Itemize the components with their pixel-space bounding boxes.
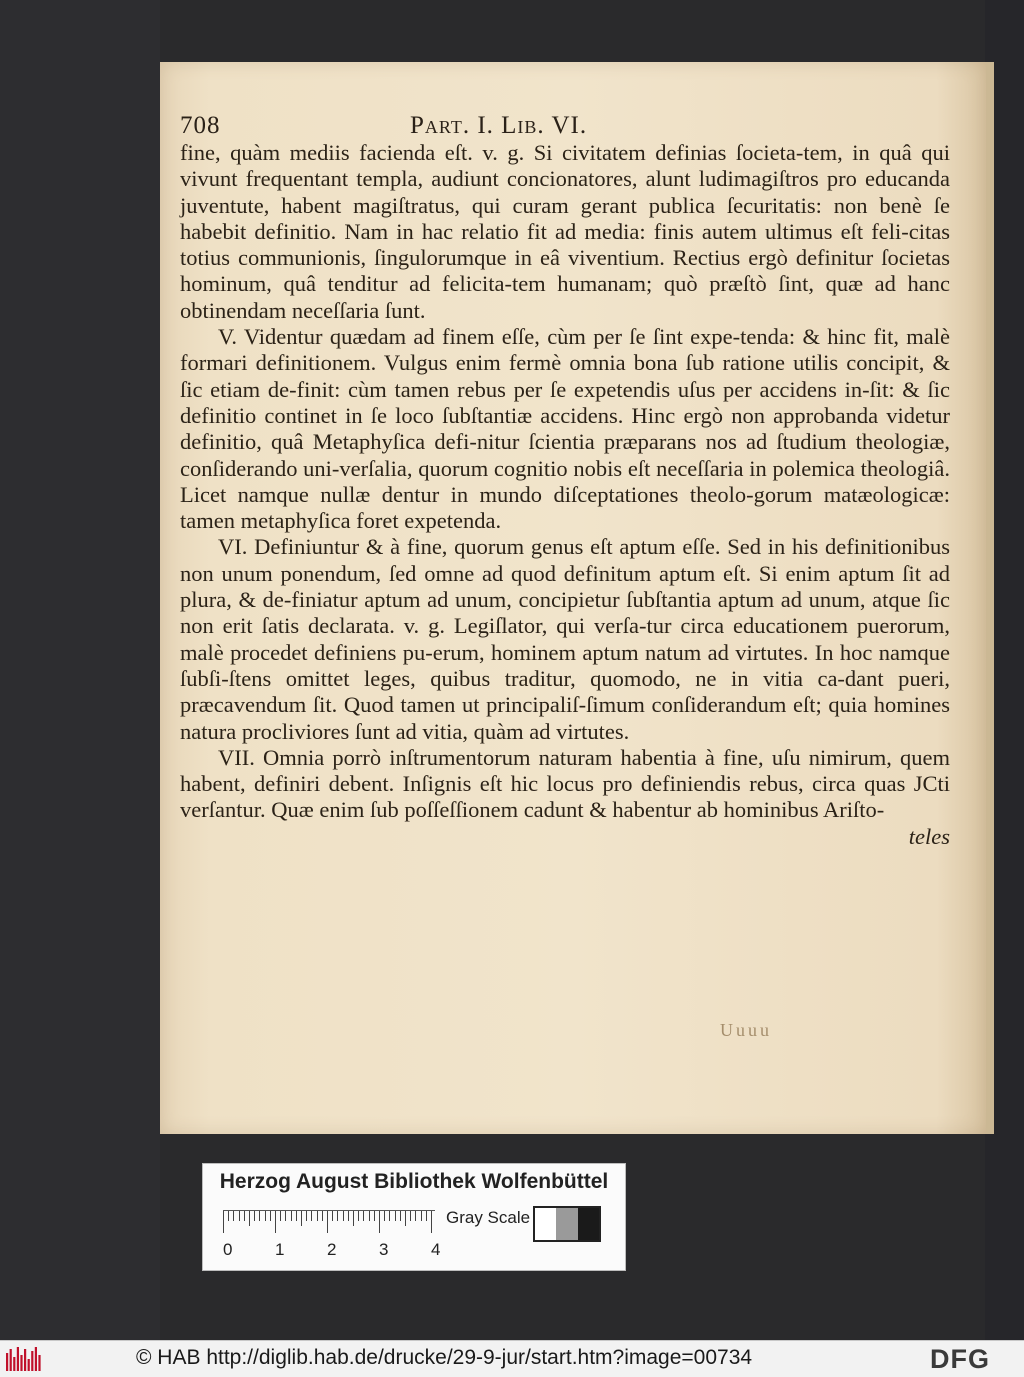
- ruler-number: 2: [327, 1240, 337, 1259]
- ruler-tick: [291, 1211, 292, 1221]
- ruler-tick: [426, 1211, 427, 1221]
- ruler-scale: [223, 1210, 435, 1233]
- ruler-tick: [400, 1211, 401, 1221]
- gray-scale-patches: [533, 1206, 601, 1242]
- logo-bar: [17, 1347, 19, 1371]
- page-body: [180, 140, 950, 850]
- logo-bar: [38, 1355, 40, 1371]
- ruler-tick: [410, 1211, 411, 1221]
- ruler-tick: [270, 1211, 271, 1221]
- dfg-logo: DFG: [930, 1344, 990, 1374]
- library-label-card: [202, 1163, 626, 1271]
- ruler-tick: [369, 1211, 370, 1221]
- gray-scale-label: Gray Scale: [446, 1208, 531, 1227]
- ruler-tick: [301, 1211, 302, 1226]
- signature-mark: Uuuu: [720, 1020, 772, 1040]
- ruler-tick: [322, 1211, 323, 1221]
- ruler-tick: [348, 1211, 349, 1221]
- ruler-tick: [374, 1211, 375, 1221]
- ruler-tick: [311, 1211, 312, 1221]
- ruler-tick: [363, 1211, 364, 1221]
- ruler-tick: [249, 1211, 250, 1226]
- ruler-number: 0: [223, 1240, 233, 1259]
- ruler-tick: [317, 1211, 318, 1221]
- catchword: teles: [908, 823, 950, 849]
- ruler-tick: [285, 1211, 286, 1221]
- ruler-tick: [223, 1211, 224, 1233]
- ruler-tick: [296, 1211, 297, 1221]
- copyright-link[interactable]: © HAB http://diglib.hab.de/drucke/29-9-jur/start.htm?image=00734: [136, 1346, 753, 1369]
- logo-bar: [31, 1351, 33, 1371]
- ruler-tick: [254, 1211, 255, 1221]
- ruler-tick: [228, 1211, 229, 1221]
- logo-bar: [20, 1355, 22, 1371]
- ruler-number: 4: [431, 1240, 441, 1259]
- ruler-tick: [421, 1211, 422, 1221]
- ruler-tick: [358, 1211, 359, 1221]
- hab-logo-icon: [6, 1347, 44, 1371]
- ruler-tick: [332, 1211, 333, 1221]
- logo-bar: [24, 1349, 26, 1371]
- ruler-tick: [395, 1211, 396, 1221]
- ruler-number: 3: [379, 1240, 389, 1259]
- running-head: Part. I. Lib. VI.: [410, 112, 588, 139]
- gray-patch-mid: [556, 1208, 577, 1240]
- ruler-number: 1: [275, 1240, 285, 1259]
- logo-bar: [13, 1357, 15, 1371]
- logo-bar: [10, 1349, 12, 1371]
- ruler-numbers: [217, 1240, 457, 1262]
- ruler-tick: [431, 1211, 432, 1233]
- page-edge: [986, 62, 994, 1134]
- paragraph-vi: VI. Definiuntur & à fine, quorum genus eſt aptum eſſe. Sed in his definitionibus non unum ponendum, ſed omne ad quod definitum aptum eſt. Si enim aptum ſit ad plura, & de-finiatur aptum ad unum, concipietur ſubſtantia aptum ad unum, atque ſic non erit ſatis declarata. v. g. Legiſlator, qui verſa-tur circa educationem puerorum, malè procedet definiens pu-erum, hominem aptum natum ad virtutes. In hoc namque ſubſi-ſtens omittet leges, quibus traditur, quomodo, ne in vitia ca-dant pueri, præcavendum ſit. Quod tamen ut principaliſ-ſimum conſiderandum eſt; quia homines natura procliviores ſunt ad vitia, quàm ad virtutes.: [180, 534, 950, 744]
- ruler-tick: [280, 1211, 281, 1221]
- gray-patch-black: [578, 1208, 599, 1240]
- ruler-tick: [233, 1211, 234, 1221]
- ruler-tick: [343, 1211, 344, 1221]
- ruler-tick: [353, 1211, 354, 1226]
- page-number: 708: [180, 112, 221, 139]
- paragraph-continuation: fine, quàm mediis facienda eſt. v. g. Si civitatem definias ſocieta-tem, in quâ qui vivunt frequentant templa, audiunt concionatores, alunt ludimagiſtros pro educanda juventute, habent magiſtratus, qui curam gerant publica ſecuritatis: non benè ſe habebit definitio. Nam in hac relatio fit ad media: finis autem ultimus eſt feli-citas totius communionis, ſingulorumque in eâ viventium. Rectius ergò definitur ſocietas hominum, quâ tenditur ad felicita-tem humanam; quò præſtò ſint, quæ ad hanc obtinendam neceſſaria ſunt.: [180, 140, 950, 323]
- ruler-tick: [265, 1211, 266, 1221]
- ruler-tick: [389, 1211, 390, 1221]
- ruler-tick: [306, 1211, 307, 1221]
- ruler-tick: [415, 1211, 416, 1221]
- viewer-footer: [0, 1340, 1024, 1377]
- ruler-tick: [259, 1211, 260, 1221]
- library-name: Herzog August Bibliothek Wolfenbüttel: [219, 1170, 609, 1193]
- ruler-tick: [405, 1211, 406, 1226]
- ruler-tick: [239, 1211, 240, 1221]
- logo-bar: [28, 1359, 30, 1371]
- logo-bar: [6, 1353, 8, 1371]
- paragraph-vii: VII. Omnia porrò inſtrumentorum naturam habentia à fine, uſu nimirum, quem habent, definiri debent. Inſignis eſt hic locus pro definiendis rebus, circa quas JCti verſantur. Quæ enim ſub poſſeſſionem cadunt & habentur ab hominibus Ariſto-: [180, 744, 950, 823]
- gray-patch-white: [535, 1208, 556, 1240]
- logo-bar: [35, 1347, 37, 1371]
- paragraph-v: V. Videntur quædam ad finem eſſe, cùm per ſe ſint expe-tenda: & hinc fit, malè formari definitionem. Vulgus enim fermè omnia bona ſub ratione utilis concipit, & ſic etiam de-finit: cùm tamen rebus per ſe expetendis uſus per accidens in-ſit: & ſic definitio continet in ſe loco ſubſtantiæ accidens. Hinc ergò non approbanda videtur definitio, quâ Metaphyſica defi-nitur ſcientia præparans nos ad ſtudium theologiæ, conſiderando uni-verſalia, quorum cognitio nobis eſt neceſſaria in polemica theologiâ. Licet namque nullæ dentur in mundo diſceptationes theolo-gorum matæologicæ: tamen metaphyſica foret expetenda.: [180, 324, 950, 534]
- ruler-tick: [379, 1211, 380, 1233]
- ruler-tick: [244, 1211, 245, 1221]
- ruler-tick: [327, 1211, 328, 1233]
- ruler-tick: [275, 1211, 276, 1233]
- ruler-tick: [337, 1211, 338, 1221]
- ruler-tick: [384, 1211, 385, 1221]
- scan-background-left: [0, 0, 160, 1340]
